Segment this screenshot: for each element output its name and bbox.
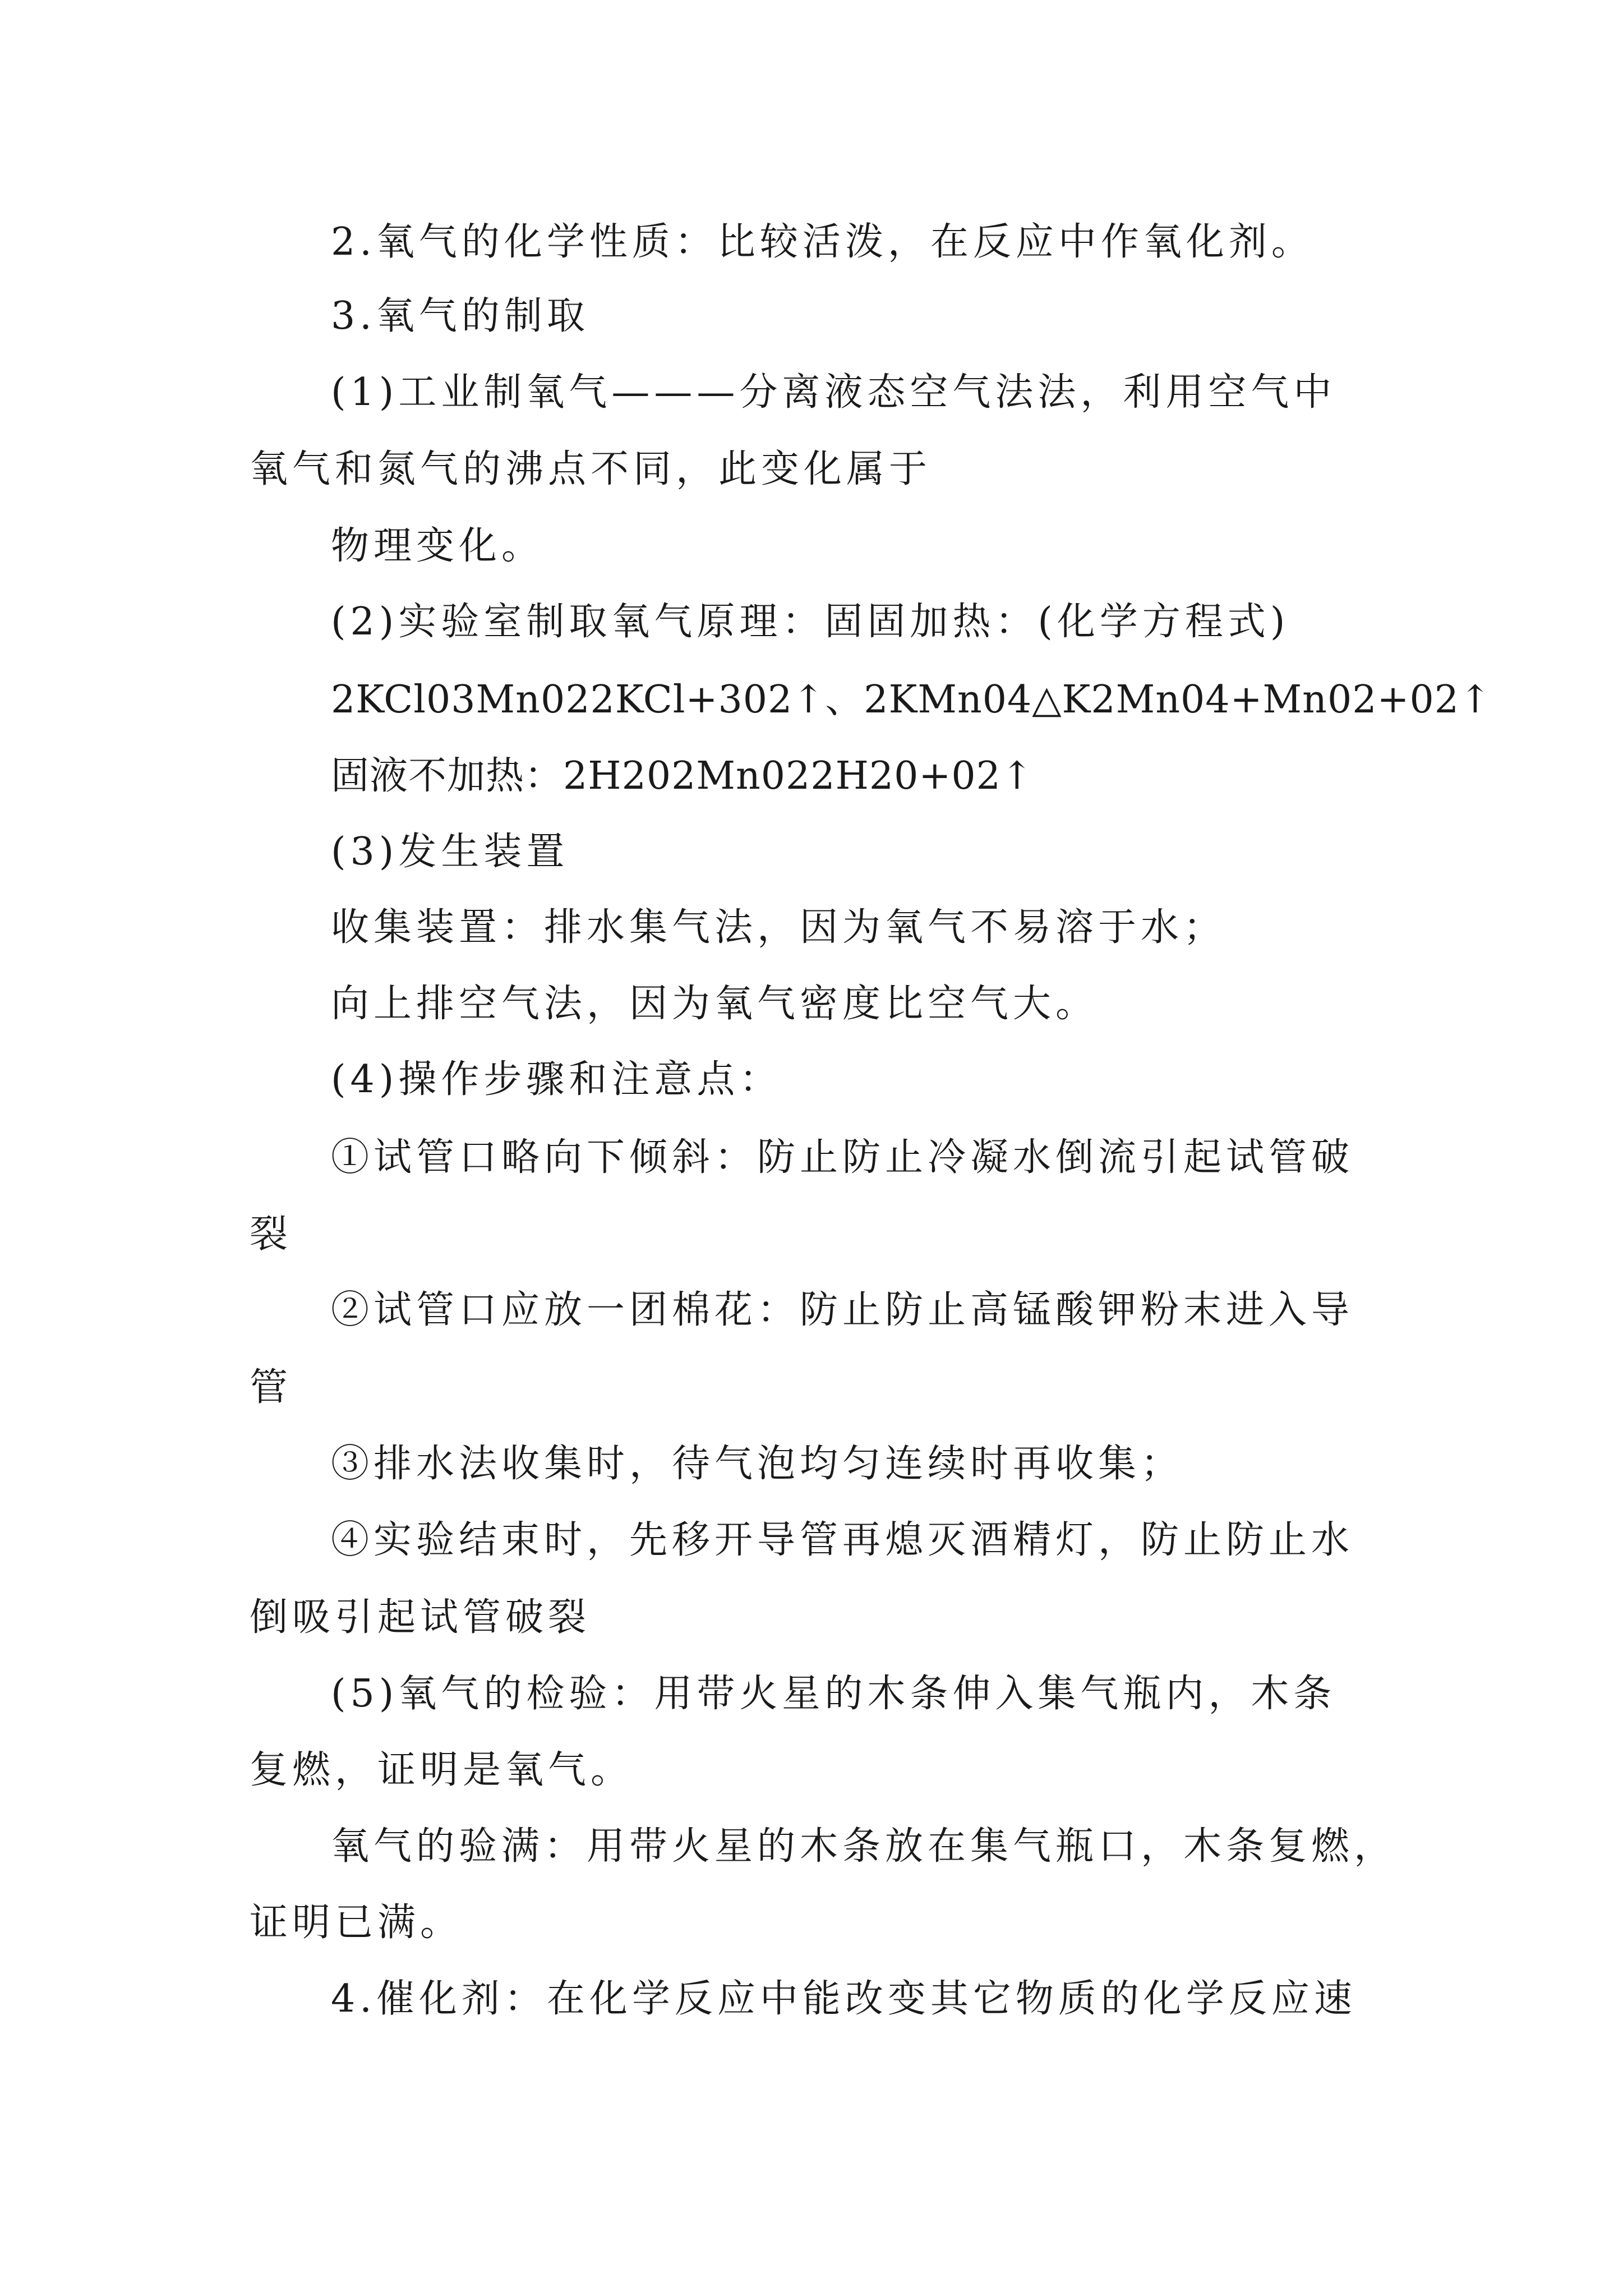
text-line: ①试管口略向下倾斜：防止防止冷凝水倒流引起试管破 [331,1135,1354,1180]
text-line: 收集装置：排水集气法，因为氧气不易溶于水； [331,905,1227,950]
text-line: ④实验结束时，先移开导管再熄灭酒精灯，防止防止水 [331,1518,1354,1562]
text-line: 复燃，证明是氧气。 [250,1748,634,1792]
text-line: 证明已满。 [250,1901,463,1945]
text-line: 倒吸引起试管破裂 [250,1595,591,1640]
text-line: 管 [250,1365,293,1410]
text-line: ③排水法收集时，待气泡均匀连续时再收集； [331,1442,1184,1486]
text-line: 氧气和氮气的沸点不同，此变化属于 [250,447,932,491]
chemical-equation-line: 2KCl03Mn022KCl+302↑、2KMn04△K2Mn04+Mn02+02↑ [331,678,1492,722]
text-line: 物理变化。 [331,524,545,568]
text-line: 氧气的验满：用带火星的木条放在集气瓶口，木条复燃， [331,1824,1397,1869]
text-line: ②试管口应放一团棉花：防止防止高锰酸钾粉末进入导 [331,1288,1354,1332]
text-line: 向上排空气法，因为氧气密度比空气大。 [331,982,1099,1026]
text-line: (1)工业制氧气———分离液态空气法法，利用空气中 [331,370,1336,415]
text-line: 裂 [250,1212,293,1257]
text-line: 4.催化剂：在化学反应中能改变其它物质的化学反应速 [331,1977,1357,2021]
text-line: 2.氧气的化学性质：比较活泼，在反应中作氧化剂。 [331,220,1314,264]
text-line: (4)操作步骤和注意点： [331,1057,782,1102]
text-line: (2)实验室制取氧气原理：固固加热：(化学方程式) [331,600,1290,644]
text-line: (3)发生装置 [331,830,569,874]
text-line: (5)氧气的检验：用带火星的木条伸入集气瓶内，木条 [331,1672,1336,1716]
chemical-equation-line: 固液不加热：2H202Mn022H20+02↑ [331,754,1034,798]
text-line: 3.氧气的制取 [331,294,589,338]
